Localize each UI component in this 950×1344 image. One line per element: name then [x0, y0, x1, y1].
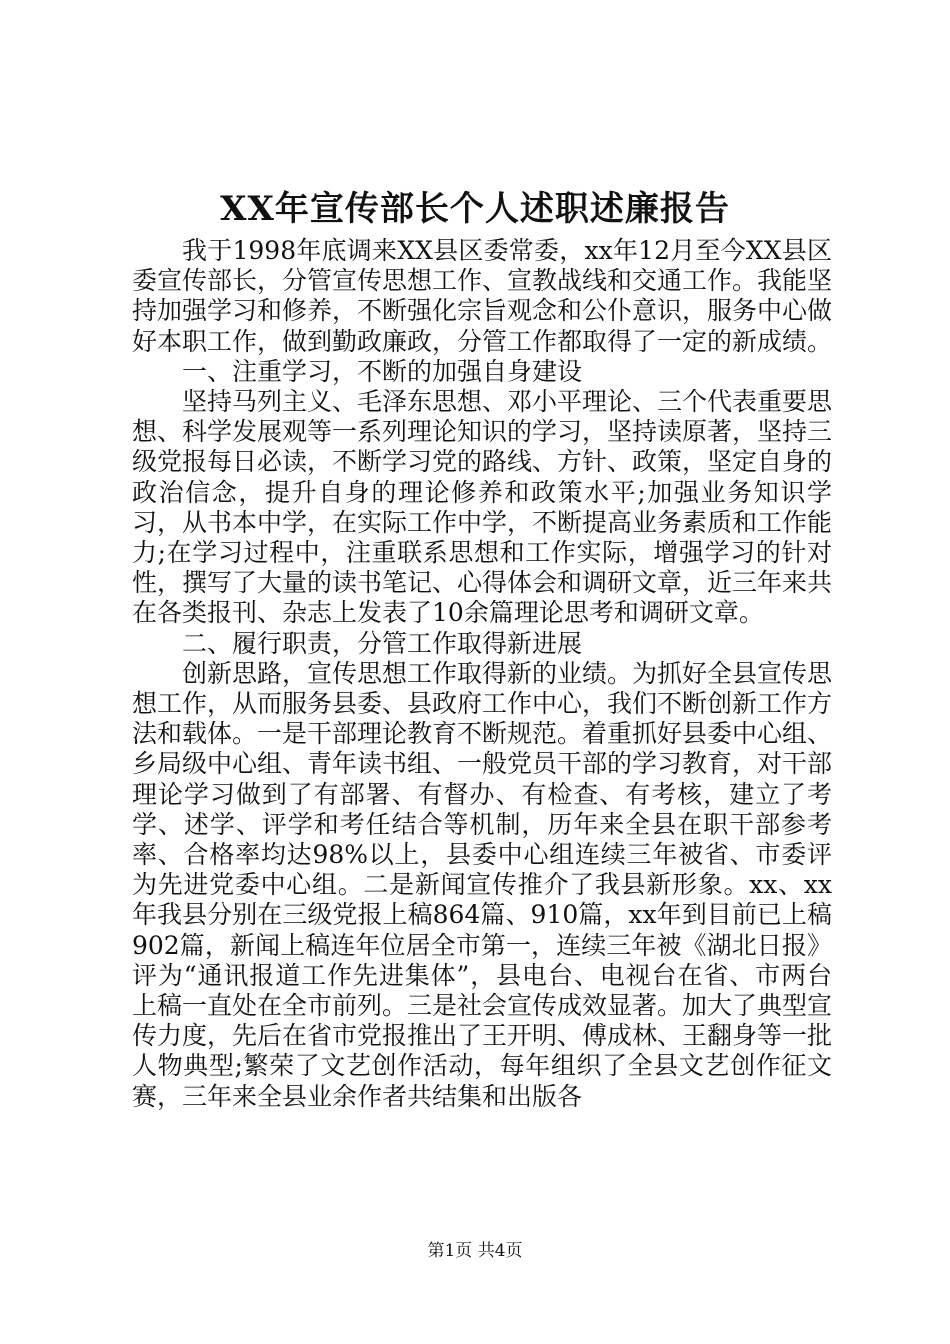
- section-1-paragraph: 坚持马列主义、毛泽东思想、邓小平理论、三个代表重要思想、科学发展观等一系列理论知识的学习，坚持读原著，坚持三级党报每日必读，不断学习党的路线、方针、政策，坚定自身的政治信念，提升自身的理论修养和政策水平;加强业务知识学习，从书本中学，在实际工作中学，不断提高业务素质和工作能力;在学习过程中，注重联系思想和工作实际，增强学习的针对性，撰写了大量的读书笔记、心得体会和调研文章，近三年来共在各类报刊、杂志上发表了10余篇理论思考和调研文章。: [132, 387, 833, 628]
- page-number-footer: 第1页 共4页: [427, 1241, 523, 1261]
- section-heading-1: 一、注重学习，不断的加强自身建设: [182, 356, 583, 386]
- intro-paragraph: 我于1998年底调来XX县区委常委，xx年12月至今XX县区委宣传部长，分管宣传思想工作、宣教战线和交通工作。我能坚持加强学习和修养，不断强化宗旨观念和公仆意识，服务中心做好本职工作，做到勤政廉政，分管工作都取得了一定的新成绩。: [132, 236, 833, 356]
- section-2-paragraph: 创新思路，宣传思想工作取得新的业绩。为抓好全县宣传思想工作，从而服务县委、县政府工作中心，我们不断创新工作方法和载体。一是干部理论教育不断规范。着重抓好县委中心组、乡局级中心组、青年读书组、一般党员干部的学习教育，对干部理论学习做到了有部署、有督办、有检查、有考核，建立了考学、述学、评学和考任结合等机制，历年来全县在职干部参考率、合格率均达98%以上，县委中心组连续三年被省、市委评为先进党委中心组。二是新闻宣传推介了我县新形象。xx、xx年我县分别在三级党报上稿864篇、910篇，xx年到目前已上稿902篇，新闻上稿连年位居全市第一，连续三年被《湖北日报》评为“通讯报道工作先进集体”，县电台、电视台在省、市两台上稿一直处在全市前列。三是社会宣传成效显著。加大了典型宣传力度，先后在省市党报推出了王开明、傅成林、王翻身等一批人物典型;繁荣了文艺创作活动，每年组织了全县文艺创作征文赛，三年来全县业余作者共结集和出版各: [132, 658, 833, 1111]
- document-title: XX年宣传部长个人述职述廉报告: [220, 189, 730, 229]
- document-body: [132, 236, 832, 1112]
- section-heading-2: 二、履行职责，分管工作取得新进展: [182, 628, 583, 658]
